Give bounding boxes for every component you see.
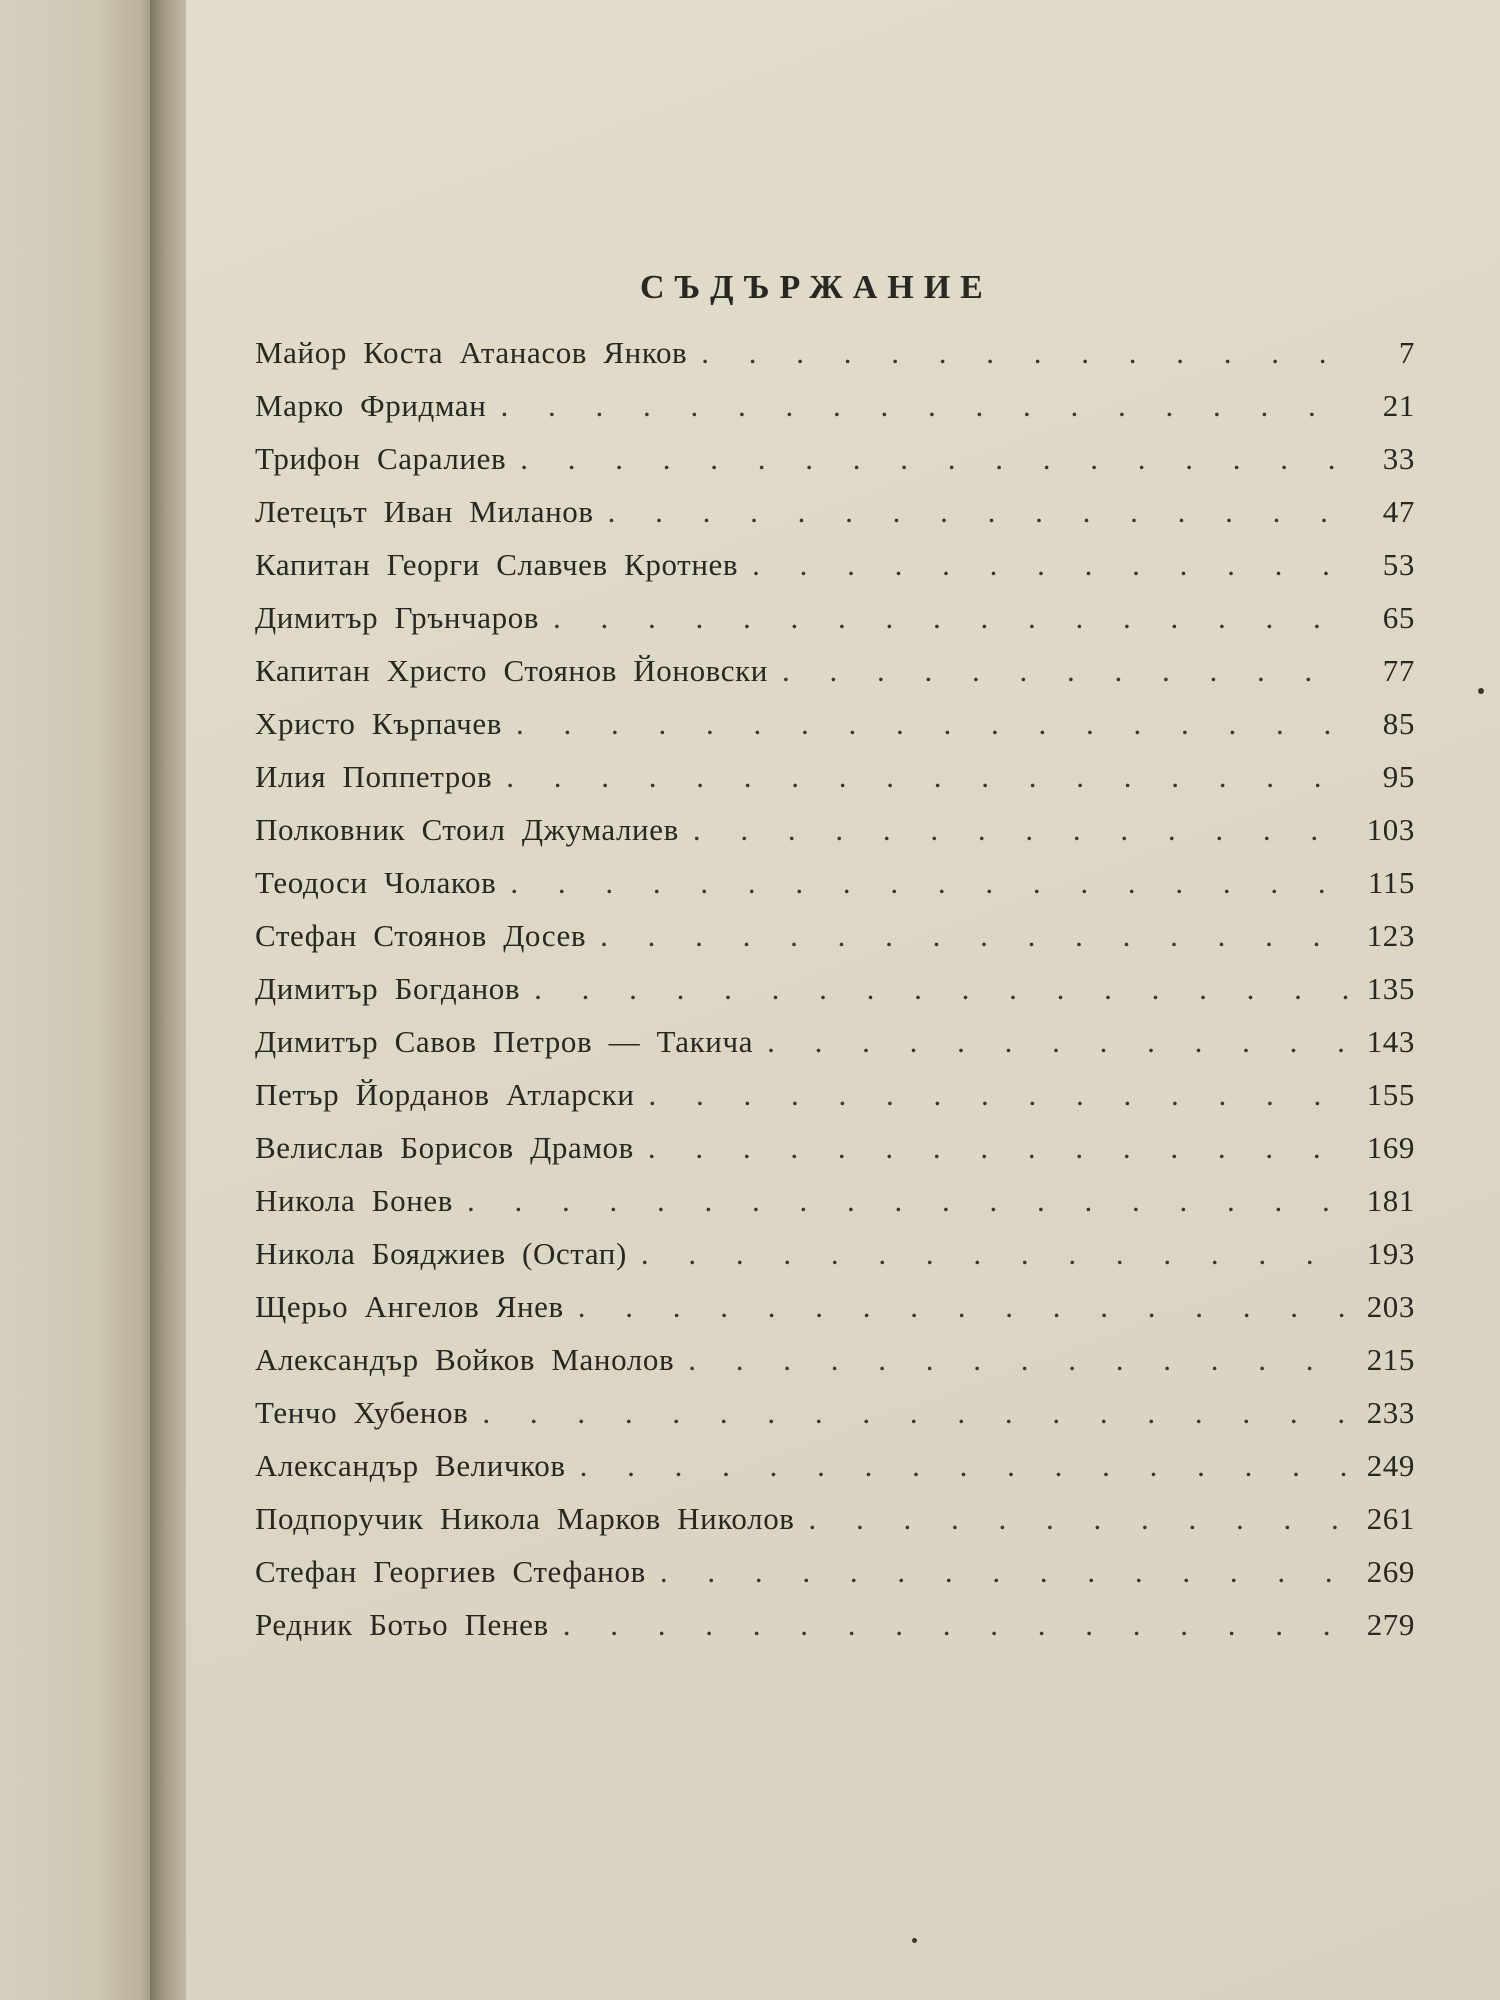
dot-leader — [520, 441, 1349, 477]
toc-entry-page: 215 — [1366, 1342, 1415, 1377]
toc-entry — [255, 706, 1415, 759]
toc-entry-name: Подпоручик Никола Марков Николов — [255, 1501, 795, 1536]
toc-entry-name: Полковник Стоил Джумалиев — [255, 812, 679, 847]
toc-entry-page: 203 — [1366, 1289, 1415, 1324]
toc-entry-page: 77 — [1382, 653, 1415, 688]
toc-entry — [255, 1554, 1415, 1607]
dot-leader — [752, 547, 1349, 583]
toc-title: СЪДЪРЖАНИЕ — [640, 268, 993, 306]
toc-entry-name: Илия Поппетров — [255, 759, 493, 794]
toc-entry — [255, 388, 1415, 441]
dot-leader — [608, 494, 1349, 530]
toc-entry-page: 21 — [1382, 388, 1415, 423]
toc-entry-name: Димитър Богданов — [255, 971, 521, 1006]
show-through-ghost-text — [760, 40, 990, 150]
dot-leader — [482, 1395, 1349, 1431]
toc-entry-page: 193 — [1366, 1236, 1415, 1271]
dot-leader — [553, 600, 1349, 636]
toc-entry — [255, 812, 1415, 865]
toc-entry-name: Теодоси Чолаков — [255, 865, 497, 900]
dot-leader — [506, 759, 1349, 795]
dot-leader — [641, 1236, 1349, 1272]
toc-entry — [255, 547, 1415, 600]
toc-entry-page: 33 — [1382, 441, 1415, 476]
toc-entry-page: 95 — [1382, 759, 1415, 794]
toc-entry-page: 65 — [1382, 600, 1415, 635]
toc-entry — [255, 1342, 1415, 1395]
dot-leader — [467, 1183, 1349, 1219]
toc-entry — [255, 1607, 1415, 1660]
dot-leader — [693, 812, 1349, 848]
toc-entry-name: Щерьо Ангелов Янев — [255, 1289, 564, 1324]
dot-leader — [701, 335, 1349, 371]
toc-entry-page: 233 — [1366, 1395, 1415, 1430]
toc-list — [255, 335, 1415, 1660]
toc-entry — [255, 1395, 1415, 1448]
toc-entry-name: Христо Кърпачев — [255, 706, 502, 741]
toc-entry-name: Димитър Грънчаров — [255, 600, 540, 635]
toc-entry-page: 143 — [1366, 1024, 1415, 1059]
toc-entry-name: Стефан Георгиев Стефанов — [255, 1554, 646, 1589]
dot-leader — [600, 918, 1349, 954]
toc-entry — [255, 918, 1415, 971]
toc-entry-name: Стефан Стоянов Досев — [255, 918, 587, 953]
toc-entry-name: Димитър Савов Петров — Такича — [255, 1024, 754, 1059]
toc-entry-page: 53 — [1382, 547, 1415, 582]
toc-entry-page: 85 — [1382, 706, 1415, 741]
toc-entry-page: 269 — [1366, 1554, 1415, 1589]
toc-entry-name: Велислав Борисов Драмов — [255, 1130, 634, 1165]
toc-entry-page: 115 — [1367, 865, 1415, 900]
dot-leader — [649, 1077, 1349, 1113]
toc-entry-page: 47 — [1382, 494, 1415, 529]
toc-entry-page: 249 — [1366, 1448, 1415, 1483]
toc-entry-name: Тенчо Хубенов — [255, 1395, 469, 1430]
toc-entry-name: Редник Ботьо Пенев — [255, 1607, 549, 1642]
toc-entry — [255, 1183, 1415, 1236]
toc-entry — [255, 653, 1415, 706]
toc-entry — [255, 1024, 1415, 1077]
toc-entry-name: Александър Величков — [255, 1448, 566, 1483]
dot-leader — [580, 1448, 1349, 1484]
left-page-edge — [0, 0, 160, 2000]
dot-leader — [809, 1501, 1349, 1537]
toc-entry-name: Капитан Георги Славчев Кротнев — [255, 547, 739, 582]
toc-entry-name: Александър Войков Манолов — [255, 1342, 675, 1377]
toc-entry-page: 103 — [1366, 812, 1415, 847]
dot-leader — [510, 865, 1349, 901]
dot-leader — [660, 1554, 1349, 1590]
paper-speck — [1478, 688, 1484, 694]
toc-entry — [255, 1501, 1415, 1554]
toc-entry-page: 181 — [1366, 1183, 1415, 1218]
dot-leader — [534, 971, 1349, 1007]
toc-entry — [255, 1130, 1415, 1183]
toc-entry — [255, 1289, 1415, 1342]
toc-entry-name: Капитан Христо Стоянов Йоновски — [255, 653, 768, 688]
dot-leader — [500, 388, 1349, 424]
toc-entry-name: Летецът Иван Миланов — [255, 494, 594, 529]
toc-entry-name: Петър Йорданов Атларски — [255, 1077, 635, 1112]
toc-entry-page: 135 — [1366, 971, 1415, 1006]
dot-leader — [767, 1024, 1349, 1060]
toc-entry — [255, 1077, 1415, 1130]
toc-entry — [255, 335, 1415, 388]
toc-entry-page: 169 — [1366, 1130, 1415, 1165]
toc-entry-name: Трифон Саралиев — [255, 441, 507, 476]
dot-leader — [578, 1289, 1349, 1325]
toc-entry-name: Никола Бонев — [255, 1183, 454, 1218]
toc-entry-page: 279 — [1366, 1607, 1415, 1642]
dot-leader — [688, 1342, 1349, 1378]
toc-entry-name: Никола Бояджиев (Остап) — [255, 1236, 627, 1271]
toc-entry — [255, 865, 1415, 918]
toc-entry-page: 123 — [1366, 918, 1415, 953]
dot-leader — [648, 1130, 1349, 1166]
paper-speck — [912, 1938, 917, 1943]
toc-entry — [255, 759, 1415, 812]
toc-entry-page: 155 — [1366, 1077, 1415, 1112]
toc-entry-page: 261 — [1366, 1501, 1415, 1536]
toc-entry — [255, 1236, 1415, 1289]
toc-entry — [255, 971, 1415, 1024]
toc-entry-name: Марко Фридман — [255, 388, 487, 423]
toc-entry — [255, 441, 1415, 494]
dot-leader — [516, 706, 1349, 742]
toc-entry-page: 7 — [1398, 335, 1415, 370]
dot-leader — [563, 1607, 1349, 1643]
toc-entry — [255, 494, 1415, 547]
toc-entry — [255, 1448, 1415, 1501]
toc-entry — [255, 600, 1415, 653]
dot-leader — [782, 653, 1349, 689]
toc-entry-name: Майор Коста Атанасов Янков — [255, 335, 688, 370]
